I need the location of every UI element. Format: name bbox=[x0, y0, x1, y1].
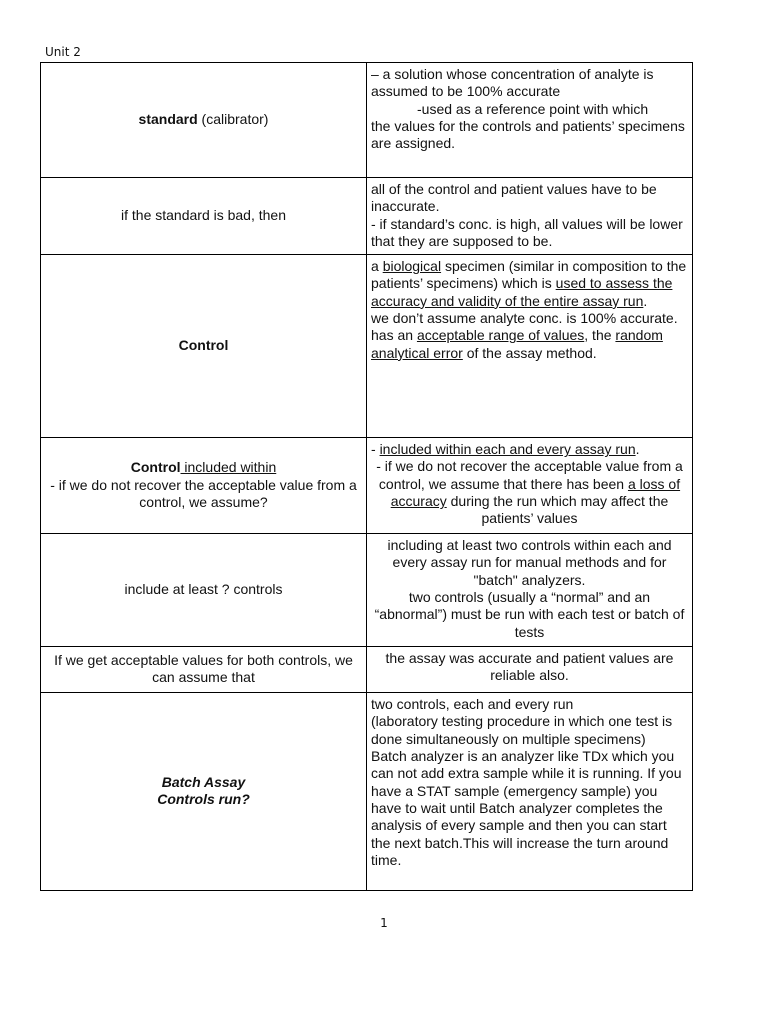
term-cell bbox=[41, 647, 367, 693]
term-text: If we get acceptable values for both controls, we can assume that bbox=[54, 651, 353, 686]
table-row bbox=[41, 63, 693, 178]
unit-header: Unit 2 bbox=[45, 45, 81, 59]
term-cell bbox=[41, 534, 367, 647]
underlined-text: included within each and every assay run bbox=[379, 441, 636, 458]
definition-text: two controls, each and every run bbox=[371, 696, 574, 713]
definition-text: has an bbox=[371, 327, 417, 344]
definition-text: we don’t assume analyte conc. is 100% accurate. bbox=[371, 310, 678, 327]
term-cell bbox=[41, 178, 367, 255]
term-bold: Control bbox=[178, 337, 229, 354]
definition-text: of the assay method. bbox=[462, 344, 597, 361]
underlined-text: biological bbox=[382, 258, 442, 275]
table-row bbox=[41, 178, 693, 255]
underlined-text: acceptable range of values bbox=[416, 327, 585, 344]
definition-text: -used as a reference point with which bbox=[417, 100, 649, 117]
definition-text: a bbox=[371, 258, 383, 275]
flashcard-table bbox=[40, 62, 693, 891]
underlined-text: random analytical error bbox=[371, 327, 663, 361]
definition-text: the values for the controls and patients’ specimens are assigned. bbox=[371, 117, 685, 152]
definition-cell bbox=[367, 647, 693, 693]
term-cell bbox=[41, 438, 367, 534]
term-cell bbox=[41, 693, 367, 891]
term-text: - if we do not recover the acceptable value from a control, we assume? bbox=[50, 476, 357, 510]
term-text: (calibrator) bbox=[197, 110, 269, 127]
definition-text: . bbox=[643, 292, 648, 309]
definition-text: . bbox=[635, 441, 640, 458]
definition-text: Batch analyzer is an analyzer like TDx which you can not add extra sample while it is running. If you have a STAT sample (emergency sample) you have to wait until Batch analyzer completes the analysis of every sample and then you can start the next batch.This will increase the turn around time. bbox=[371, 748, 682, 868]
definition-cell bbox=[367, 178, 693, 255]
table-row bbox=[41, 534, 693, 647]
definition-text: , the bbox=[584, 327, 616, 344]
term-bold: Control bbox=[130, 459, 181, 476]
definition-text: all of the control and patient values have to be inaccurate. bbox=[371, 181, 657, 215]
definition-text: two controls (usually a “normal” and an “abnormal”) must be run with each test or batch of tests bbox=[374, 589, 685, 640]
definition-cell bbox=[367, 693, 693, 891]
definition-text: - if standard’s conc. is high, all values will be lower that they are supposed to be. bbox=[371, 215, 683, 249]
definition-cell bbox=[367, 534, 693, 647]
definition-text: – a solution whose concentration of analyte is assumed to be 100% accurate bbox=[371, 66, 654, 100]
definition-text: specimen (similar in composition to the patients’ specimens) which is bbox=[371, 258, 687, 292]
term-bold: Batch Assay bbox=[161, 773, 246, 790]
table-row bbox=[41, 438, 693, 534]
underlined-text: included within bbox=[180, 459, 277, 476]
underlined-text: a loss of accuracy bbox=[390, 475, 681, 510]
definition-text: the assay was accurate and patient values are reliable also. bbox=[385, 650, 674, 684]
underlined-text: used to assess the accuracy and validity of the entire assay run bbox=[371, 275, 673, 309]
term-cell bbox=[41, 63, 367, 178]
term-text: if the standard is bad, then bbox=[121, 206, 286, 223]
table-row bbox=[41, 693, 693, 891]
definition-text: (laboratory testing procedure in which one test is done simultaneously on multiple specimens) bbox=[371, 713, 673, 747]
term-cell bbox=[41, 255, 367, 438]
definition-text: - bbox=[371, 441, 380, 458]
page-number: 1 bbox=[380, 916, 388, 930]
definition-text: - if we do not recover the acceptable value from a control, we assume that there has been bbox=[376, 458, 683, 492]
table-row bbox=[41, 647, 693, 693]
table-row bbox=[41, 255, 693, 438]
definition-cell bbox=[367, 255, 693, 438]
term-bold: Controls run? bbox=[157, 791, 250, 808]
definition-cell bbox=[367, 63, 693, 178]
definition-cell bbox=[367, 438, 693, 534]
term-text: include at least ? controls bbox=[124, 581, 283, 598]
definition-text: during the run which may affect the patients’ values bbox=[446, 493, 669, 527]
definition-text: including at least two controls within each and every assay run for manual methods and for "batch" analyzers. bbox=[387, 537, 672, 588]
term-bold: standard bbox=[138, 110, 198, 127]
